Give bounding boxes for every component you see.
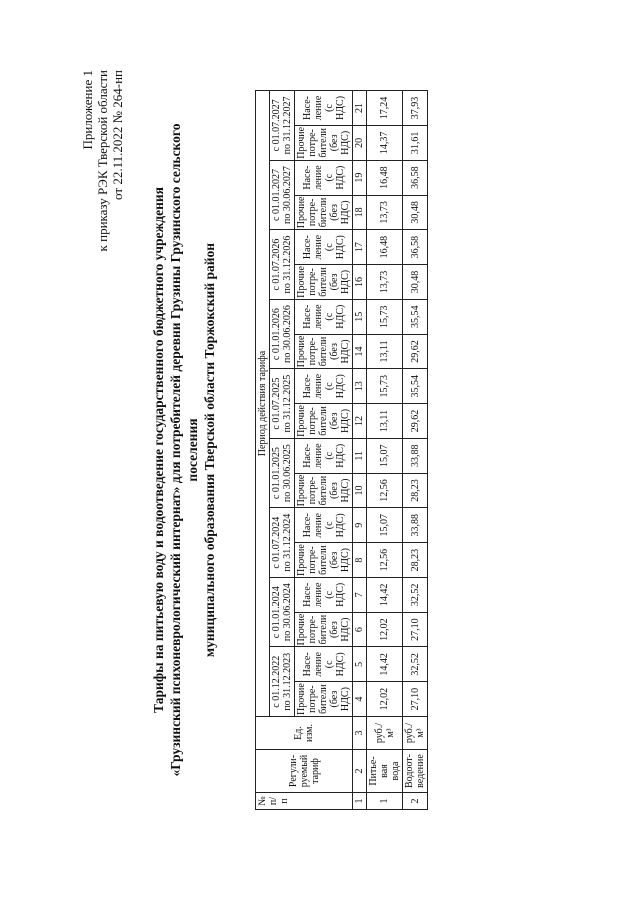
tariff-value: 27,10 (403, 681, 428, 716)
header-population: Насе- ление (с НДС) (295, 577, 353, 612)
tariff-value: 27,10 (403, 612, 428, 647)
header-other-consumers: Прочие потре- бители (без НДС) (296, 265, 351, 298)
column-number: 15 (353, 299, 367, 334)
column-number: 8 (353, 542, 367, 577)
tariff-table (255, 90, 428, 810)
header-no: № п/ п (256, 792, 353, 809)
tariff-value: 36,58 (403, 229, 428, 264)
column-number: 3 (353, 716, 367, 749)
row-tariff-name: Водоот- ведение (403, 749, 428, 792)
tariff-value: 29,62 (403, 334, 428, 369)
column-number: 12 (353, 403, 367, 438)
header-period-2: с 01.01.2024 по 30.06.2024 (270, 577, 295, 647)
appendix-line-1: Приложение 1 (80, 69, 95, 150)
column-number: 13 (353, 368, 367, 403)
rotated-page (40, 60, 600, 840)
column-number: 14 (353, 334, 367, 369)
column-number: 19 (353, 160, 367, 195)
tariff-value: 30,48 (403, 195, 428, 230)
header-tariff: Регули- руемый тариф (256, 749, 353, 792)
column-numbers-row (353, 90, 367, 809)
header-population: Насе- ление (с НДС) (295, 507, 353, 542)
tariff-value: 35,54 (403, 368, 428, 403)
header-period-3: с 01.07.2024 по 31.12.2024 (270, 507, 295, 577)
row-unit: руб./ м³ (367, 716, 403, 749)
tariff-value: 12,56 (367, 473, 403, 508)
tariff-value: 32,52 (403, 577, 428, 612)
table-row (367, 90, 403, 809)
tariff-value: 14,42 (367, 646, 403, 681)
tariff-value: 17,24 (367, 90, 403, 125)
column-number: 1 (353, 792, 367, 809)
tariff-value: 33,88 (403, 438, 428, 473)
appendix-header (80, 70, 125, 251)
header-period-8: с 01.01.2027 по 30.06.2027 (270, 160, 295, 230)
column-number: 4 (353, 681, 367, 716)
header-period-1: с 01.12.2022 по 31.12.2023 (270, 646, 295, 716)
tariff-value: 36,58 (403, 160, 428, 195)
tariff-value: 15,07 (367, 438, 403, 473)
title-line-1: Тарифы на питьевую воду и водоотведение государственного бюджетного учреждения (151, 186, 166, 713)
header-population: Насе- ление (с НДС) (295, 229, 353, 264)
header-other-consumers: Прочие потре- бители (без НДС) (296, 613, 351, 645)
header-other-consumers: Прочие потре- бители (без НДС) (296, 474, 351, 506)
document-title (150, 100, 218, 800)
tariff-value: 33,88 (403, 507, 428, 542)
header-row (256, 90, 270, 809)
tariff-value: 35,54 (403, 299, 428, 334)
column-number: 7 (353, 577, 367, 612)
header-population: Насе- ление (с НДС) (295, 438, 353, 473)
column-number: 9 (353, 507, 367, 542)
title-line-3: муниципального образования Тверской области Торжокский район (202, 242, 217, 657)
tariff-value: 15,73 (367, 368, 403, 403)
tariff-value: 16,48 (367, 229, 403, 264)
tariff-value: 32,52 (403, 646, 428, 681)
header-period-6: с 01.01.2026 по 30.06.2026 (270, 299, 295, 369)
column-number: 5 (353, 646, 367, 681)
tariff-value: 28,23 (403, 542, 428, 577)
tariff-value: 29,62 (403, 403, 428, 438)
header-period-9: с 01.07.2027 по 31.12.2027 (270, 90, 295, 160)
tariff-value: 16,48 (367, 160, 403, 195)
header-population: Насе- ление (с НДС) (295, 646, 353, 681)
header-population: Насе- ление (с НДС) (295, 299, 353, 334)
tariff-value: 28,23 (403, 473, 428, 508)
tariff-value: 12,56 (367, 542, 403, 577)
tariff-value: 37,93 (403, 90, 428, 125)
header-other-consumers: Прочие потре- бители (без НДС) (296, 126, 351, 159)
header-other-consumers: Прочие потре- бители (без НДС) (296, 404, 351, 437)
row-number: 2 (403, 792, 428, 809)
tariff-value: 14,42 (367, 577, 403, 612)
appendix-line-3: от 22.11.2022 № 264-нп (110, 69, 125, 200)
header-row (270, 90, 295, 809)
column-number: 18 (353, 195, 367, 230)
column-number: 6 (353, 612, 367, 647)
row-number: 1 (367, 792, 403, 809)
header-other-consumers: Прочие потре- бители (без НДС) (296, 335, 351, 367)
column-number: 16 (353, 264, 367, 299)
table-row (403, 90, 428, 809)
header-period: Период действия тарифа (256, 90, 270, 716)
column-number: 2 (353, 749, 367, 792)
row-tariff-name: Питье- вая вода (367, 749, 403, 792)
appendix-line-2: к приказу РЭК Тверской области (95, 69, 110, 251)
tariff-value: 13,73 (367, 195, 403, 230)
column-number: 11 (353, 438, 367, 473)
tariff-value: 12,02 (367, 681, 403, 716)
header-period-5: с 01.07.2025 по 31.12.2025 (270, 368, 295, 438)
tariff-value: 30,48 (403, 264, 428, 299)
column-number: 17 (353, 229, 367, 264)
tariff-value: 13,11 (367, 334, 403, 369)
tariff-value: 15,73 (367, 299, 403, 334)
tariff-value: 31,61 (403, 125, 428, 160)
header-other-consumers: Прочие потре- бители (без НДС) (296, 195, 351, 228)
tariff-value: 13,73 (367, 264, 403, 299)
tariff-value: 13,11 (367, 403, 403, 438)
column-number: 20 (353, 125, 367, 160)
header-population: Насе- ление (с НДС) (295, 160, 353, 195)
tariff-value: 14,37 (367, 125, 403, 160)
title-line-2: «Грузинский психоневрологический интернат» для потребителей деревни Грузины Грузинского сельского поселения (168, 123, 200, 776)
header-other-consumers: Прочие потре- бители (без НДС) (296, 543, 351, 576)
header-period-4: с 01.01.2025 по 30.06.2025 (270, 438, 295, 508)
row-unit: руб./ м³ (403, 716, 428, 749)
column-number: 21 (353, 90, 367, 125)
tariff-value: 12,02 (367, 612, 403, 647)
tariff-value: 15,07 (367, 507, 403, 542)
header-unit: Ед. изм. (256, 716, 353, 749)
header-period-7: с 01.07.2026 по 31.12.2026 (270, 229, 295, 299)
header-population: Насе- ление (с НДС) (295, 368, 353, 403)
column-number: 10 (353, 473, 367, 508)
header-population: Насе- ление (с НДС) (295, 90, 353, 125)
header-row (295, 90, 353, 809)
header-other-consumers: Прочие потре- бители (без НДС) (296, 682, 351, 715)
